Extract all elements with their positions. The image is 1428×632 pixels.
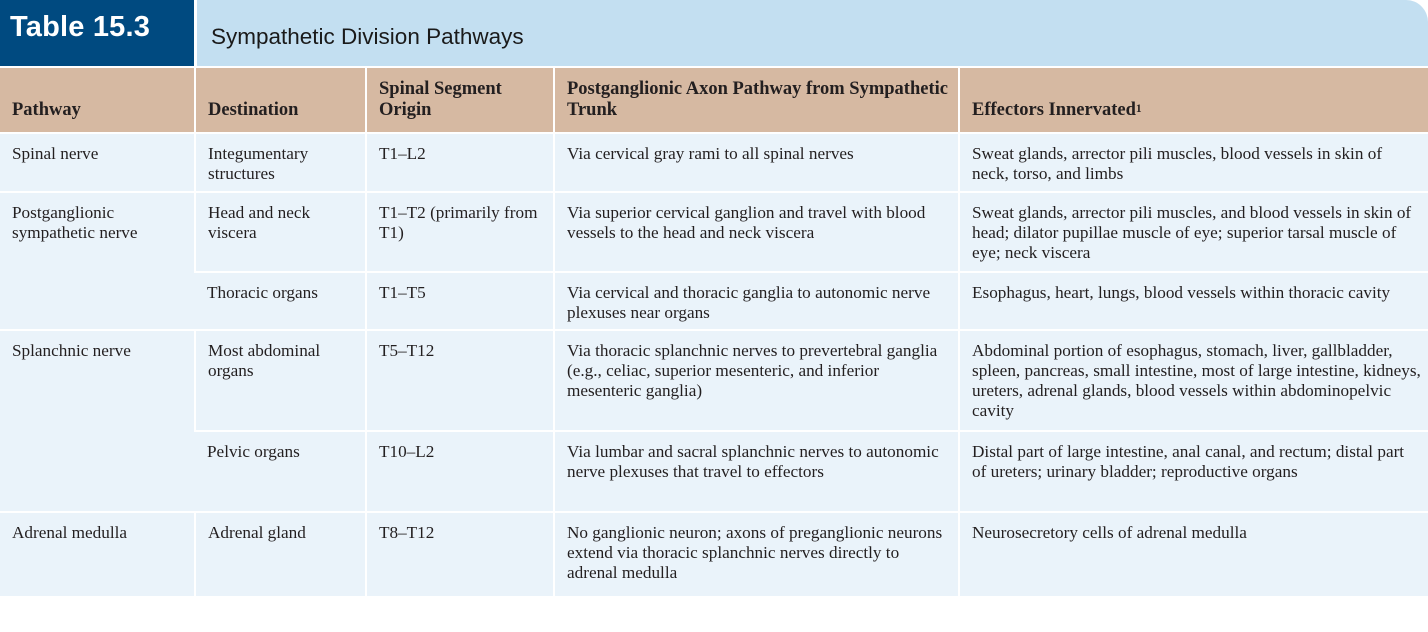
- column-header-effectors: [959, 68, 1428, 133]
- axon-pathway-cell: Via cervical gray rami to all spinal nerves: [554, 133, 959, 192]
- footnote-marker: 1: [1135, 103, 1142, 115]
- pathway-cell: Adrenal medulla: [0, 512, 195, 596]
- sympathetic-pathways-table: [0, 68, 1428, 596]
- table-row: [0, 330, 1428, 431]
- pathway-cell: Postganglionic sympathetic nerve: [0, 192, 195, 330]
- effectors-cell: Distal part of large intestine, anal canal, and rectum; distal part of ureters; urinary bladder; reproductive organs: [959, 431, 1428, 512]
- origin-cell: T1–T2 (primarily from T1): [366, 192, 554, 272]
- origin-cell: T5–T12: [366, 330, 554, 431]
- header-row: [0, 68, 1428, 133]
- destination-cell: Most abdominal organs: [195, 330, 366, 431]
- effectors-cell: Sweat glands, arrector pili muscles, and blood vessels in skin of head; dilator pupillae muscle of eye; superior tarsal muscle of eye; neck viscera: [959, 192, 1428, 272]
- table-banner: [0, 0, 1428, 66]
- column-header-pathway: Pathway: [0, 68, 195, 133]
- table-row: [0, 431, 1428, 512]
- effectors-cell: Esophagus, heart, lungs, blood vessels within thoracic cavity: [959, 272, 1428, 330]
- destination-cell: Pelvic organs: [195, 431, 366, 512]
- axon-pathway-cell: Via lumbar and sacral splanchnic nerves to autonomic nerve plexuses that travel to effectors: [554, 431, 959, 512]
- table-row: [0, 272, 1428, 330]
- table-number-label: Table 15.3: [0, 0, 194, 66]
- origin-cell: T1–T5: [366, 272, 554, 330]
- destination-cell: Integumentary structures: [195, 133, 366, 192]
- axon-pathway-cell: Via superior cervical ganglion and travel with blood vessels to the head and neck viscera: [554, 192, 959, 272]
- axon-pathway-cell: No ganglionic neuron; axons of preganglionic neurons extend via thoracic splanchnic nerves directly to adrenal medulla: [554, 512, 959, 596]
- table-row: [0, 133, 1428, 192]
- effectors-cell: Abdominal portion of esophagus, stomach, liver, gallbladder, spleen, pancreas, small intestine, most of large intestine, kidneys, ureters, adrenal glands, blood vessels within abdominopelvic cavity: [959, 330, 1428, 431]
- pathway-cell: Splanchnic nerve: [0, 330, 195, 512]
- effectors-cell: Sweat glands, arrector pili muscles, blood vessels in skin of neck, torso, and limbs: [959, 133, 1428, 192]
- axon-pathway-cell: Via cervical and thoracic ganglia to autonomic nerve plexuses near organs: [554, 272, 959, 330]
- destination-cell: Thoracic organs: [195, 272, 366, 330]
- table-title: Sympathetic Division Pathways: [194, 0, 1428, 66]
- pathway-cell: Spinal nerve: [0, 133, 195, 192]
- table-row: [0, 512, 1428, 596]
- destination-cell: Adrenal gland: [195, 512, 366, 596]
- origin-cell: T8–T12: [366, 512, 554, 596]
- effectors-header-text: Effectors Innervated: [972, 100, 1136, 120]
- origin-cell: T10–L2: [366, 431, 554, 512]
- column-header-spinal-segment-origin: Spinal Segment Origin: [366, 68, 554, 133]
- effectors-cell: Neurosecretory cells of adrenal medulla: [959, 512, 1428, 596]
- axon-pathway-cell: Via thoracic splanchnic nerves to prevertebral ganglia (e.g., celiac, superior mesenteric, and inferior mesenteric ganglia): [554, 330, 959, 431]
- destination-cell: Head and neck viscera: [195, 192, 366, 272]
- column-header-destination: Destination: [195, 68, 366, 133]
- origin-cell: T1–L2: [366, 133, 554, 192]
- table-row: [0, 192, 1428, 272]
- column-header-axon-pathway: Postganglionic Axon Pathway from Sympathetic Trunk: [554, 68, 959, 133]
